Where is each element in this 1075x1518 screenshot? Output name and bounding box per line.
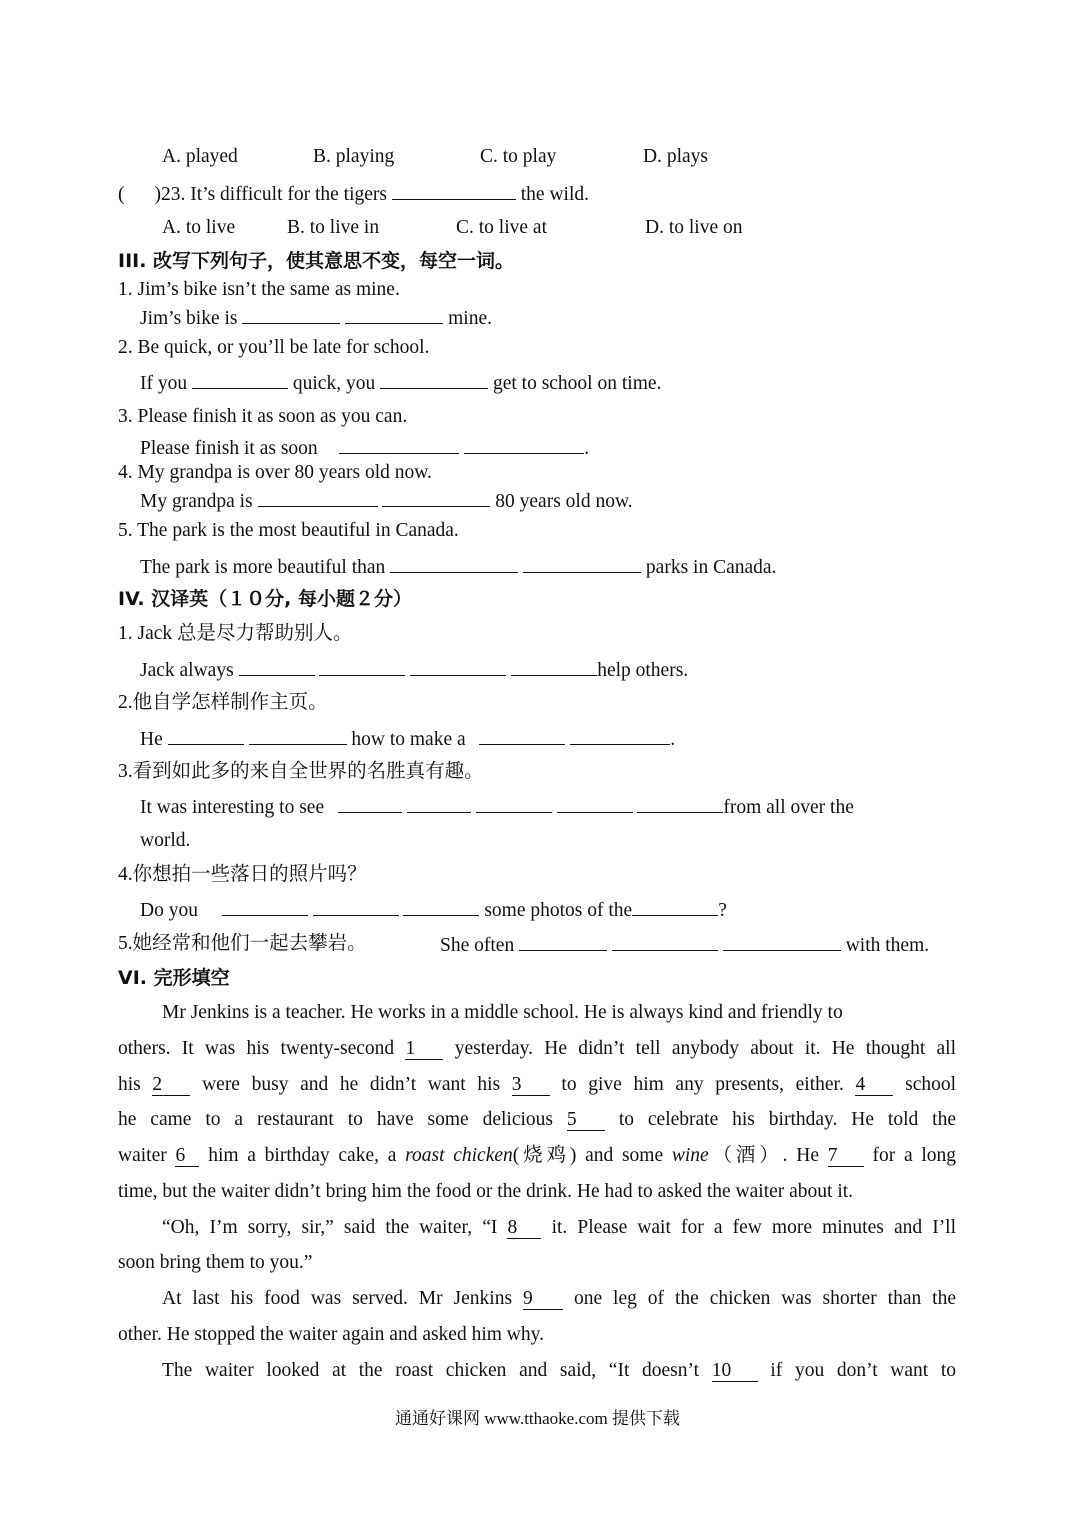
cloze-justified [118, 1144, 956, 1168]
cloze-line [118, 1037, 956, 1061]
s3-q2-original: 2. Be quick, or you’ll be late for school. [118, 337, 430, 358]
cloze-text: “Oh, I’m sorry, sir,” said the waiter, “I [162, 1217, 498, 1238]
s3-q5-pre: The park is more beautiful than [140, 557, 386, 578]
cloze-text: （酒）. He [708, 1145, 819, 1166]
s4-q4-chinese: 4.你想拍一些落日的照片吗？ [118, 864, 367, 885]
cloze-text: yesterday. He didn’t tell anybody about it. He thought all [454, 1038, 957, 1059]
cloze-justified [162, 1359, 956, 1383]
s4-q1-pre: Jack always [140, 660, 234, 681]
q23-option-c: C. to live at [456, 217, 547, 238]
s3-q3-rewrite [140, 435, 589, 461]
cloze-text: for a long [872, 1145, 956, 1166]
cloze-text: him a birthday cake, a [208, 1145, 397, 1166]
cloze-text: At last his food was served. Mr Jenkins [162, 1288, 513, 1309]
s4-q2-post: . [670, 729, 676, 750]
s3-q5-post: parks in Canada. [645, 557, 777, 578]
q23-after: the wild. [520, 184, 590, 205]
q23-option-b: B. to live in [287, 217, 380, 238]
s3-q4-original: 4. My grandpa is over 80 years old now. [118, 462, 432, 483]
s4-q1-chinese: 1. Jack 总是尽力帮助别人。 [118, 623, 353, 644]
answer-blank [192, 370, 288, 389]
s4-q5-english [440, 932, 929, 958]
s4-q4-post: ? [718, 900, 727, 921]
q22-option-d: D. plays [643, 146, 708, 167]
cloze-text: his [118, 1074, 141, 1095]
s3-q3-original: 3. Please finish it as soon as you can. [118, 406, 408, 427]
answer-blank [313, 897, 399, 916]
answer-blank [479, 726, 565, 745]
s4-q3-chinese: 3.看到如此多的来自全世界的名胜真有趣。 [118, 761, 484, 782]
page-footer: 通通好课网 www.tthaoke.com 提供下载 [394, 1409, 681, 1428]
q23-paren: ( [118, 184, 125, 205]
s4-q3-post: from all over the [723, 797, 854, 818]
answer-blank [570, 726, 670, 745]
answer-blank [168, 726, 244, 745]
s4-q3-pre: It was interesting to see [140, 797, 325, 818]
cloze-text: (烧鸡) and some [512, 1145, 664, 1166]
s3-q2-pre: If you [140, 373, 188, 394]
cloze-line [162, 1359, 956, 1383]
s3-q5-original: 5. The park is the most beautiful in Canada. [118, 520, 459, 541]
q22-option-a: A. played [162, 146, 238, 167]
answer-blank [511, 657, 597, 676]
s3-q2-rewrite [140, 370, 661, 396]
q23-option-a: A. to live [162, 217, 236, 238]
answer-blank [390, 554, 518, 573]
q22-option-c: C. to play [480, 146, 557, 167]
answer-blank [242, 305, 340, 324]
cloze-text: were busy and he didn’t want his [202, 1074, 501, 1095]
answer-blank [464, 435, 584, 454]
s4-q5-post: with them. [845, 935, 930, 956]
cloze-line: soon bring them to you.” [118, 1252, 313, 1273]
s3-q1-rewrite [140, 305, 492, 331]
s3-q2-mid: quick, you [292, 373, 376, 394]
cloze-text: if you don’t want to [770, 1360, 957, 1381]
answer-blank [382, 488, 490, 507]
cloze-justified [118, 1037, 956, 1061]
cloze-blank-8: 8 [507, 1218, 541, 1239]
s3-q1-post: mine. [448, 308, 493, 329]
answer-blank [338, 794, 402, 813]
s4-q3-continuation: world. [140, 830, 191, 851]
s4-q2-english [140, 726, 675, 752]
section-6-title: VI. 完形填空 [118, 967, 230, 989]
q23-line [118, 181, 589, 207]
section-4-title: IV. 汉译英（１０分, 每小题２分） [118, 588, 412, 610]
cloze-blank-3: 3 [512, 1075, 550, 1096]
cloze-justified [118, 1073, 956, 1097]
cloze-text: others. It was his twenty-second [118, 1038, 395, 1059]
s3-q4-rewrite [140, 488, 633, 514]
s4-q4-mid: some photos of the [484, 900, 633, 921]
answer-blank [345, 305, 443, 324]
s4-q1-english [140, 657, 688, 683]
cloze-text: it. Please wait for a few more minutes and I’ll [551, 1217, 957, 1238]
answer-blank [637, 794, 723, 813]
cloze-blank-4: 4 [855, 1075, 893, 1096]
cloze-text: he came to a restaurant to have some delicious [118, 1109, 553, 1130]
answer-blank [239, 657, 315, 676]
s3-q1-pre: Jim’s bike is [140, 308, 238, 329]
cloze-text: wine [671, 1145, 709, 1166]
cloze-blank-5: 5 [567, 1110, 605, 1131]
cloze-blank-7: 7 [828, 1146, 864, 1167]
cloze-text: The waiter looked at the roast chicken and said, “It doesn’t [162, 1360, 700, 1381]
s4-q4-pre: Do you [140, 900, 198, 921]
answer-blank [249, 726, 347, 745]
cloze-justified [162, 1287, 956, 1311]
s4-q2-mid: how to make a [351, 729, 466, 750]
cloze-line [118, 1144, 956, 1168]
s4-q5-chinese: 5.她经常和他们一起去攀岩。 [118, 933, 367, 954]
cloze-line [118, 1073, 956, 1097]
s3-q3-pre: Please finish it as soon [140, 438, 318, 459]
s4-q1-post: help others. [597, 660, 689, 681]
cloze-text: school [905, 1074, 957, 1095]
s3-q4-pre: My grandpa is [140, 491, 253, 512]
answer-blank [519, 932, 607, 951]
cloze-line [162, 1216, 956, 1240]
answer-blank [407, 794, 471, 813]
s4-q2-pre: He [140, 729, 163, 750]
cloze-blank-9: 9 [523, 1289, 563, 1310]
s3-q4-post: 80 years old now. [495, 491, 633, 512]
answer-blank [319, 657, 405, 676]
cloze-line: other. He stopped the waiter again and asked him why. [118, 1324, 544, 1345]
cloze-text: to give him any presents, either. [561, 1074, 844, 1095]
cloze-line: Mr Jenkins is a teacher. He works in a middle school. He is always kind and friendly to [162, 1002, 843, 1023]
cloze-justified [162, 1216, 956, 1240]
answer-blank [410, 657, 506, 676]
s3-q5-rewrite [140, 554, 776, 580]
cloze-blank-1: 1 [405, 1039, 443, 1060]
cloze-blank-2: 2 [152, 1075, 190, 1096]
answer-blank [380, 370, 488, 389]
cloze-blank-6: 6 [175, 1146, 199, 1167]
answer-blank [392, 181, 516, 200]
answer-blank [523, 554, 641, 573]
q22-option-b: B. playing [313, 146, 395, 167]
s4-q3-english [140, 794, 854, 820]
answer-blank [258, 488, 378, 507]
section-3-title: III. 改写下列句子，使其意思不变，每空一词。 [118, 250, 515, 272]
cloze-text: waiter [118, 1145, 167, 1166]
q23-option-d: D. to live on [645, 217, 743, 238]
answer-blank [632, 897, 718, 916]
s3-q3-post: . [584, 438, 590, 459]
answer-blank [612, 932, 718, 951]
cloze-justified [118, 1108, 956, 1132]
cloze-text: roast chicken [405, 1145, 513, 1166]
answer-blank [339, 435, 459, 454]
cloze-line [118, 1108, 956, 1132]
s4-q5-pre: She often [440, 935, 515, 956]
cloze-line: time, but the waiter didn’t bring him the food or the drink. He had to asked the waiter about it. [118, 1181, 854, 1202]
answer-blank [723, 932, 841, 951]
s4-q2-chinese: 2.他自学怎样制作主页。 [118, 692, 328, 713]
answer-blank [222, 897, 308, 916]
cloze-text: to celebrate his birthday. He told the [618, 1109, 956, 1130]
answer-blank [557, 794, 633, 813]
cloze-line [162, 1287, 956, 1311]
q23-question: )23. It’s difficult for the tigers [154, 184, 388, 205]
s4-q4-english [140, 897, 727, 923]
cloze-blank-10: 10 [712, 1361, 758, 1382]
answer-blank [403, 897, 479, 916]
answer-blank [476, 794, 552, 813]
s3-q2-post: get to school on time. [492, 373, 662, 394]
cloze-text: one leg of the chicken was shorter than the [573, 1288, 956, 1309]
s3-q1-original: 1. Jim’s bike isn’t the same as mine. [118, 279, 400, 300]
